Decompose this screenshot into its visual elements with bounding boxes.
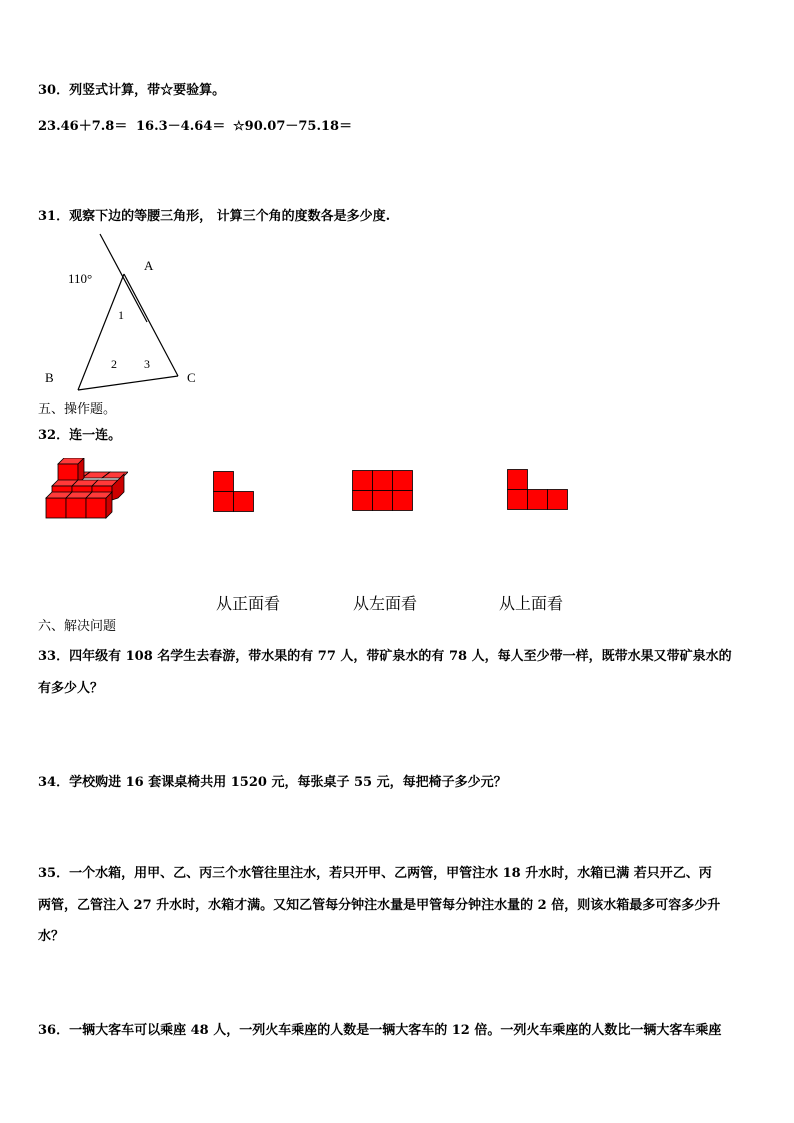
q33-line-1: 33．四年级有 108 名学生去春游，带水果的有 77 人，带矿泉水的有 78 人，每人至少带一样，既带水果又带矿泉水的	[38, 649, 732, 664]
side-bc	[78, 376, 178, 390]
view-shape-2	[352, 470, 414, 512]
view-label-front: 从正面看	[216, 594, 281, 613]
q31-title: 31．观察下边的等腰三角形， 计算三个角的度数各是多少度.	[38, 209, 391, 224]
view-shape-3	[507, 469, 569, 511]
section6-title: 六、解决问题	[38, 619, 117, 634]
vertex-a-label: A	[144, 258, 154, 273]
q36-line-1: 36．一辆大客车可以乘座 48 人，一列火车乘座的人数是一辆大客车的 12 倍。一列火车乘座的人数比一辆大客车乘座	[38, 1023, 722, 1038]
side-ac	[124, 274, 178, 376]
angle-1-label: 1	[118, 308, 124, 322]
cube-solid-figure	[44, 458, 128, 520]
view-shape-1	[213, 471, 255, 513]
view-label-top: 从上面看	[499, 594, 564, 613]
q35-line-1: 35．一个水箱，用甲、乙、丙三个水管往里注水，若只开甲、乙两管，甲管注水 18 升水时，水箱已满 若只开乙、丙	[38, 866, 712, 881]
angle-3-label: 3	[144, 357, 150, 371]
q30-item-1: 23.46＋7.8＝	[38, 119, 128, 134]
vertex-c-label: C	[187, 370, 196, 385]
q32-title: 32．连一连。	[38, 428, 122, 443]
section5-title: 五、操作题。	[38, 402, 117, 417]
view-label-left: 从左面看	[353, 594, 418, 613]
q33-line-2: 有多少人？	[38, 681, 104, 696]
q35-line-3: 水？	[38, 929, 65, 944]
q30-item-3: ☆90.07－75.18＝	[233, 119, 353, 134]
q30-title: 30．列竖式计算，带☆要验算。	[38, 83, 226, 98]
angle-2-label: 2	[111, 357, 117, 371]
q34-line-1: 34．学校购进 16 套课桌椅共用 1520 元，每张桌子 55 元，每把椅子多少元？	[38, 775, 507, 790]
angle-110-label: 110°	[68, 271, 93, 286]
isosceles-triangle-figure	[40, 230, 220, 400]
q35-line-2: 两管，乙管注入 27 升水时，水箱才满。又知乙管每分钟注水量是甲管每分钟注水量的 2 倍，则该水箱最多可容多少升	[38, 898, 721, 913]
side-ab	[78, 274, 124, 390]
q30-item-2: 16.3－4.64＝	[136, 119, 226, 134]
vertex-b-label: B	[45, 370, 54, 385]
